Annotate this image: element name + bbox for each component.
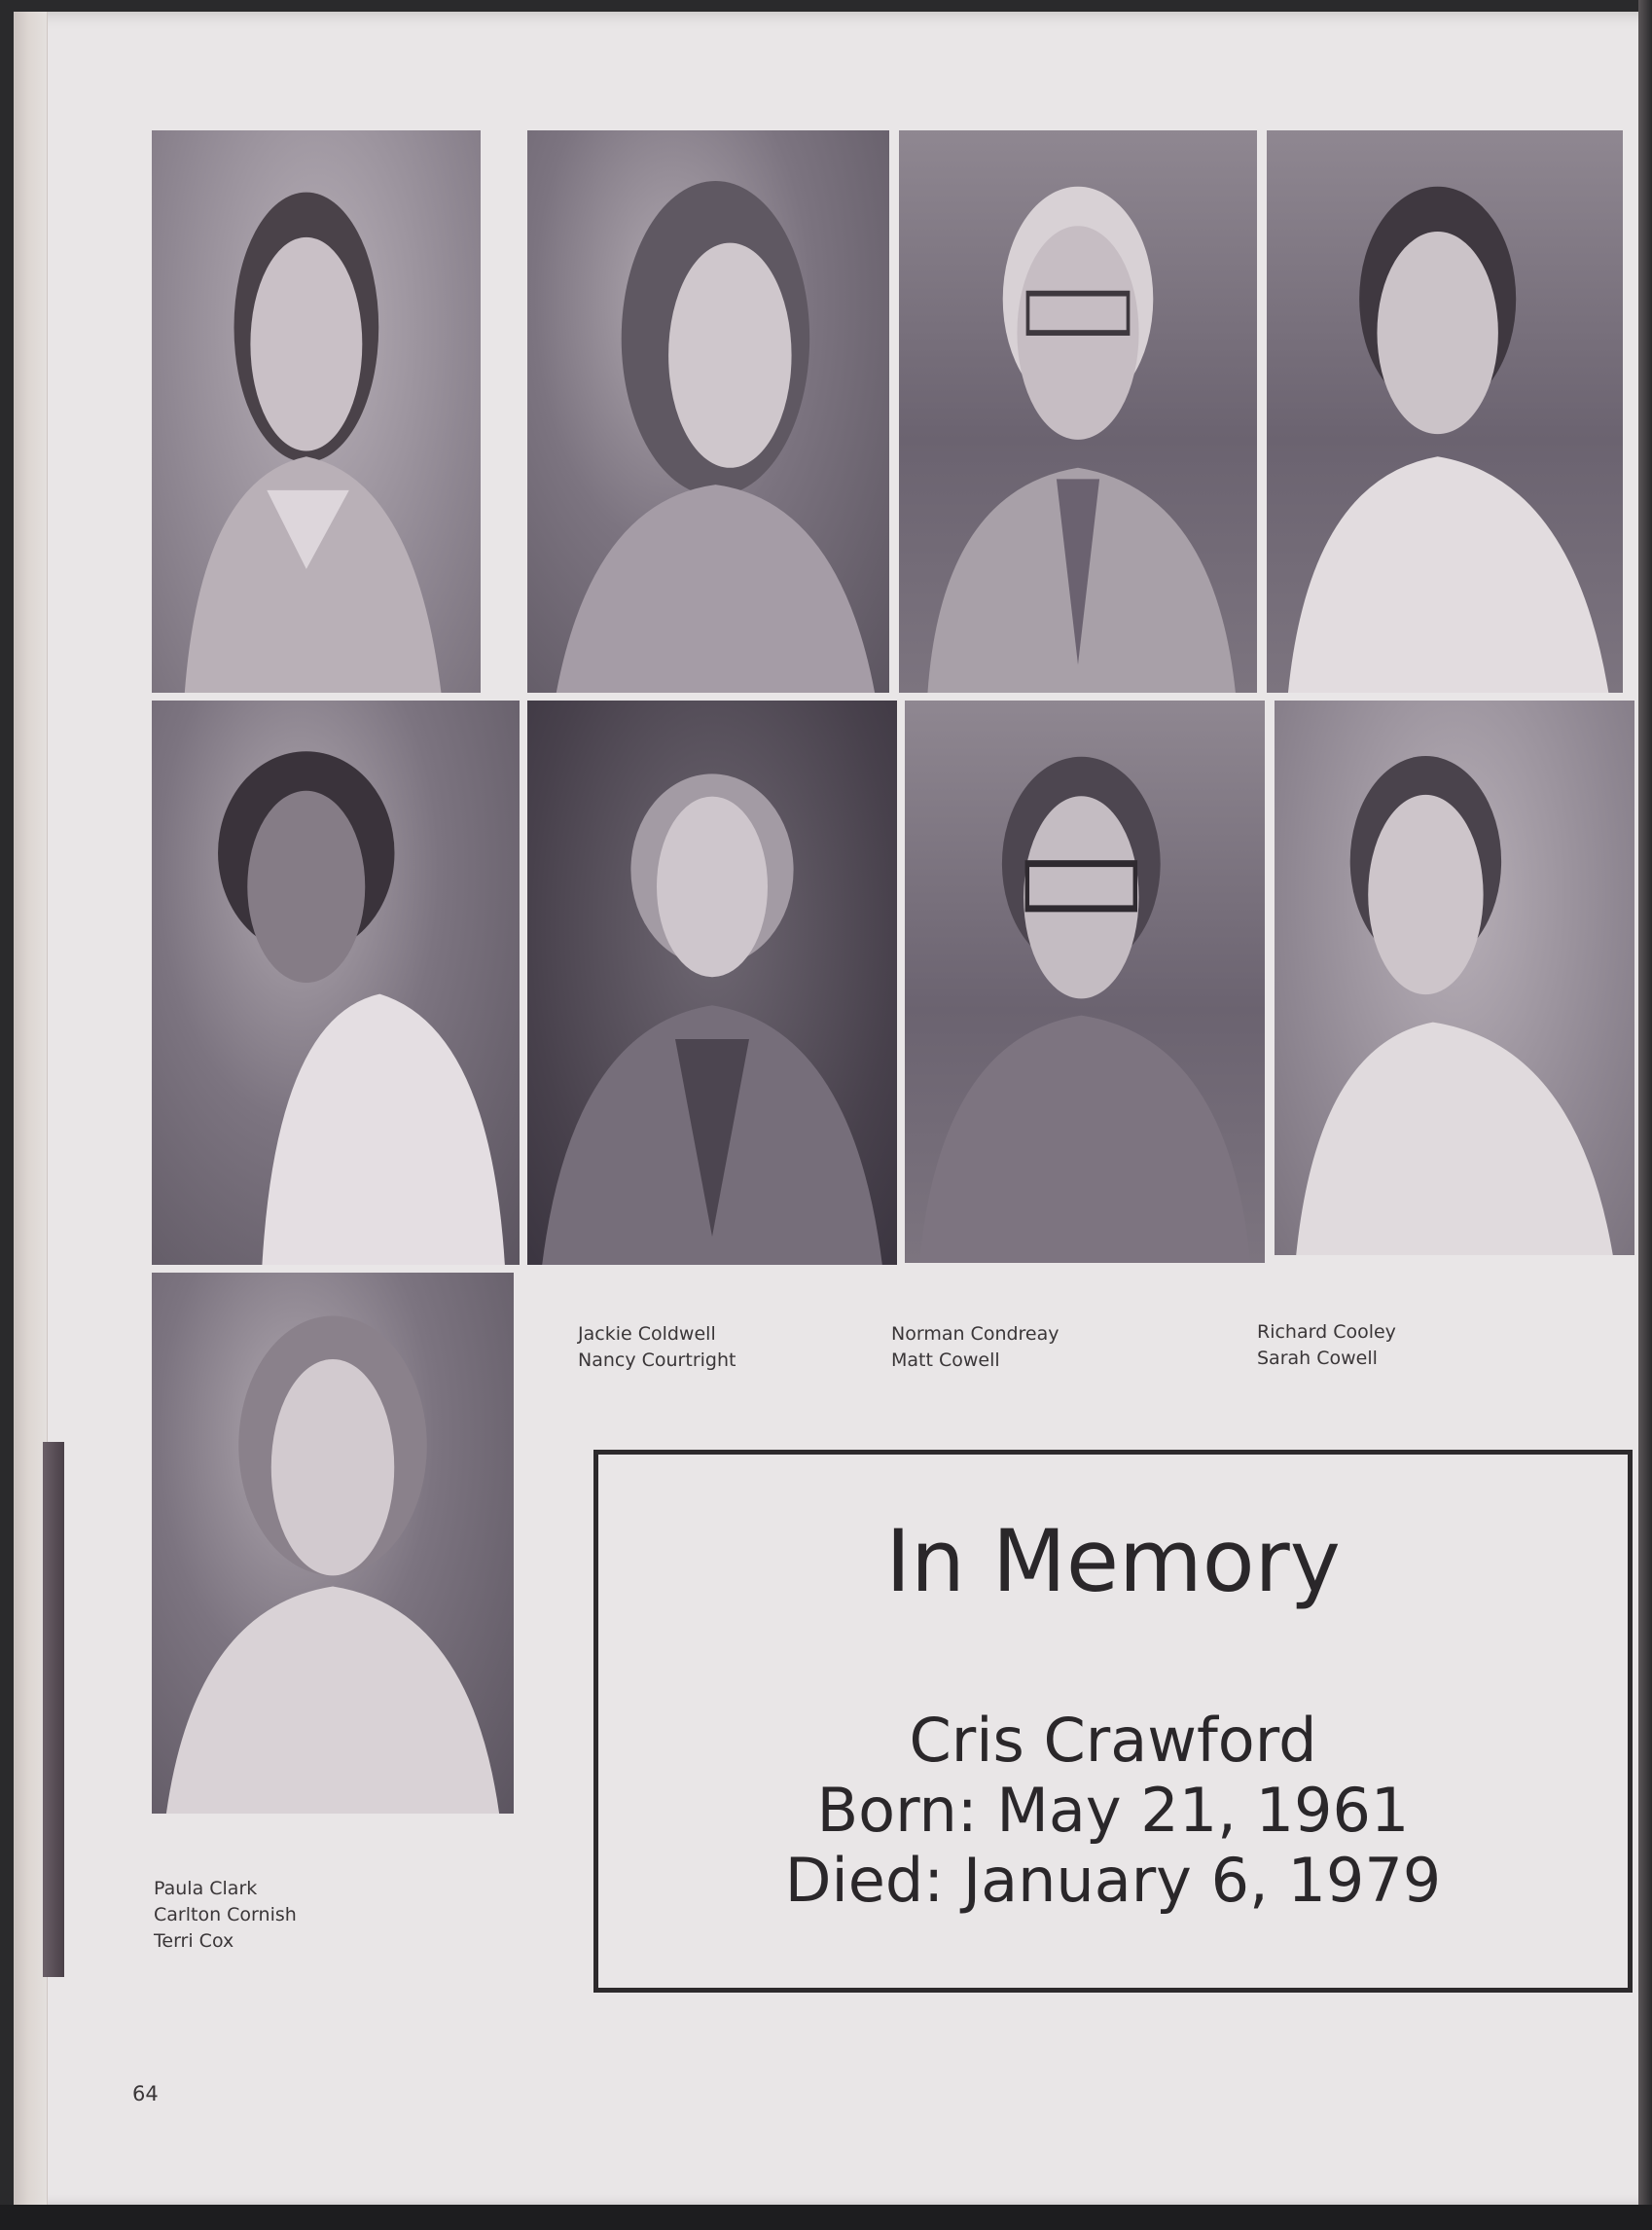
portrait-photo bbox=[152, 1273, 514, 1814]
memorial-box bbox=[593, 1450, 1633, 1993]
caption-row1-col4 bbox=[1257, 1319, 1396, 1372]
caption-left-column bbox=[154, 1876, 297, 1955]
portrait-photo bbox=[1267, 130, 1623, 693]
caption-name: Sarah Cowell bbox=[1257, 1348, 1378, 1369]
portrait-photo bbox=[905, 701, 1265, 1263]
caption-row1-col3 bbox=[891, 1321, 1059, 1374]
portrait-photo bbox=[152, 130, 481, 693]
yearbook-page bbox=[14, 12, 1652, 2212]
book-edge-bottom bbox=[0, 2205, 1652, 2230]
portrait-photo bbox=[527, 701, 897, 1265]
memorial-born: Born: May 21, 1961 bbox=[816, 1775, 1410, 1846]
caption-row1-col2 bbox=[578, 1321, 736, 1374]
caption-name: Paula Clark bbox=[154, 1878, 258, 1899]
caption-name: Matt Cowell bbox=[891, 1349, 1000, 1371]
portrait-photo bbox=[1275, 701, 1634, 1255]
page-number: 64 bbox=[132, 2082, 159, 2105]
binding-stripe bbox=[43, 1442, 64, 1977]
portrait-photo bbox=[152, 701, 520, 1265]
caption-name: Richard Cooley bbox=[1257, 1321, 1396, 1343]
caption-name: Carlton Cornish bbox=[154, 1904, 297, 1925]
caption-name: Norman Condreay bbox=[891, 1323, 1059, 1345]
memorial-name: Cris Crawford bbox=[909, 1705, 1317, 1776]
caption-name: Nancy Courtright bbox=[578, 1349, 736, 1371]
portrait-photo bbox=[899, 130, 1257, 693]
book-edge-right bbox=[1638, 0, 1652, 2230]
caption-name: Jackie Coldwell bbox=[578, 1323, 716, 1345]
memorial-title: In Memory bbox=[885, 1511, 1341, 1611]
caption-name: Terri Cox bbox=[154, 1930, 234, 1952]
portrait-photo bbox=[527, 130, 889, 693]
memorial-died: Died: January 6, 1979 bbox=[784, 1845, 1442, 1916]
